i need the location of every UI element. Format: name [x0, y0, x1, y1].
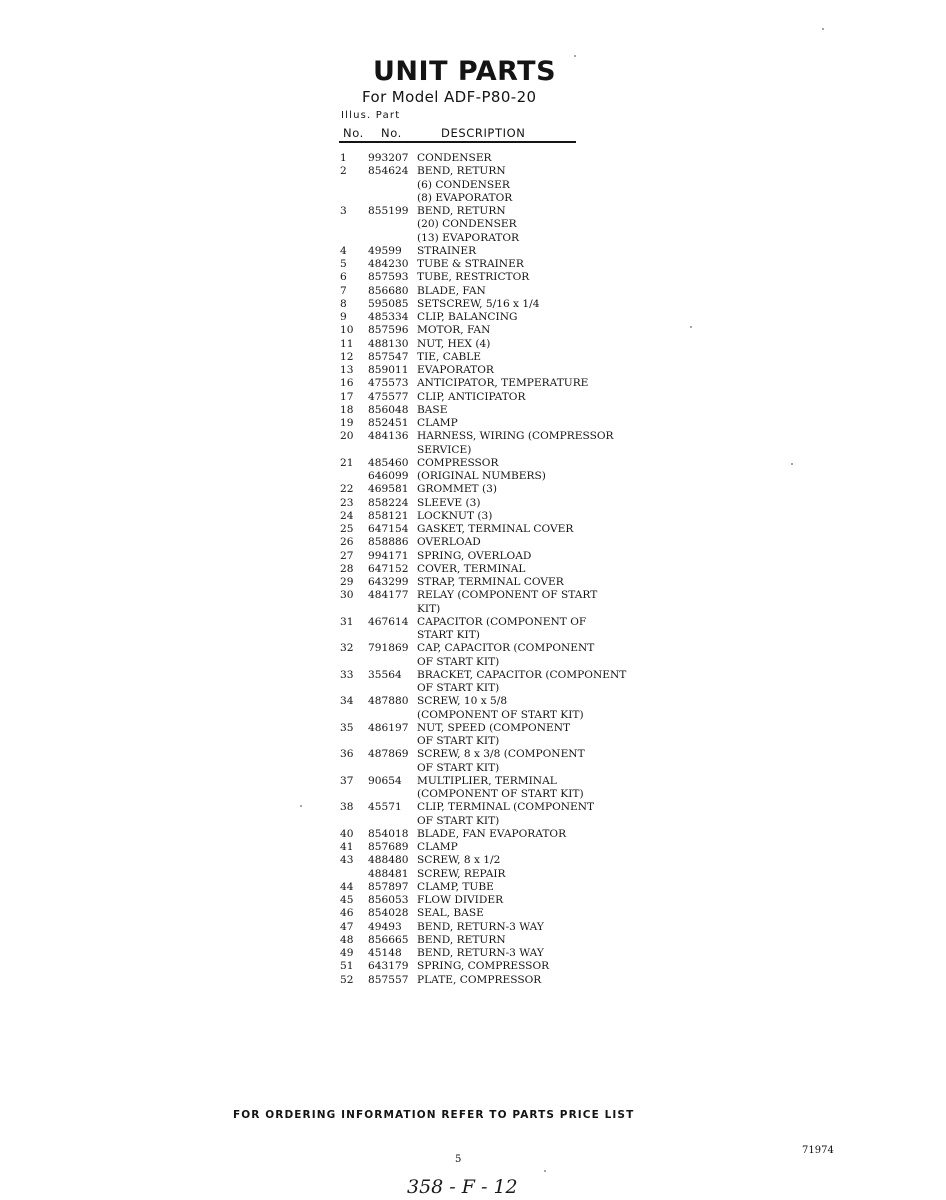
page-number: 5	[455, 1154, 462, 1165]
part-number: 643179	[368, 960, 409, 973]
table-row	[340, 841, 626, 854]
illus-number: 3	[340, 205, 347, 217]
part-number: 854018	[368, 827, 409, 840]
description-line: CLIP, BALANCING	[417, 311, 518, 323]
illus-number: 19	[340, 417, 354, 429]
part-number: 49599	[368, 244, 402, 257]
illus-number: 7	[340, 284, 347, 297]
description-line: CLIP, ANTICIPATOR	[417, 390, 526, 403]
part-description	[417, 589, 597, 616]
part-description	[417, 934, 506, 947]
part-number: 855199	[368, 205, 409, 217]
description-line: GROMMET (3)	[417, 483, 497, 496]
parts-list	[340, 152, 626, 987]
table-row	[340, 947, 626, 960]
description-line: SLEEVE (3)	[417, 496, 481, 509]
part-number: 854624	[368, 165, 409, 178]
illus-number: 51	[340, 960, 354, 973]
document-number: 71974	[802, 1145, 834, 1156]
table-row	[340, 536, 626, 549]
part-number: 647152	[368, 562, 409, 575]
description-line: OF START KIT)	[417, 682, 500, 694]
illus-number: 16	[340, 377, 354, 390]
table-row	[340, 907, 626, 920]
part-description	[417, 907, 484, 920]
illus-number: 49	[340, 947, 354, 959]
illus-number: 31	[340, 615, 354, 628]
description-line: CONDENSER	[417, 152, 492, 164]
description-line: COVER, TERMINAL	[417, 562, 526, 575]
part-description	[417, 377, 588, 390]
table-row	[340, 616, 626, 643]
description-line: SEAL, BASE	[417, 907, 484, 920]
description-line: BEND, RETURN	[417, 933, 506, 946]
table-row	[340, 205, 626, 245]
part-description	[417, 417, 458, 430]
description-line: BLADE, FAN	[417, 284, 486, 297]
illus-number: 36	[340, 748, 354, 761]
part-description	[417, 775, 584, 802]
illus-number: 46	[340, 907, 354, 920]
illus-number: 28	[340, 562, 354, 575]
description-line: BLADE, FAN EVAPORATOR	[417, 827, 567, 840]
part-number: 856665	[368, 933, 409, 946]
table-row	[340, 550, 626, 563]
part-description	[417, 894, 503, 907]
illus-number: 43	[340, 854, 354, 867]
part-description	[417, 854, 500, 867]
illus-number: 52	[340, 973, 354, 986]
illus-number: 10	[340, 324, 354, 337]
part-number: 475577	[368, 390, 409, 403]
table-row	[340, 775, 626, 802]
part-description	[417, 324, 490, 337]
part-number: 487880	[368, 695, 409, 708]
part-number: 487869	[368, 748, 409, 761]
description-line: STRAP, TERMINAL COVER	[417, 576, 564, 588]
ordering-info-note: FOR ORDERING INFORMATION REFER TO PARTS PRICE LIST	[233, 1109, 635, 1121]
description-line: START KIT)	[417, 629, 480, 641]
description-line: SCREW, REPAIR	[417, 867, 506, 880]
part-description	[417, 404, 447, 417]
description-line: FLOW DIVIDER	[417, 894, 504, 906]
part-number: 45571	[368, 801, 402, 814]
illus-number: 2	[340, 165, 347, 178]
part-description	[417, 576, 564, 589]
illus-number: 48	[340, 933, 354, 946]
part-number: 856680	[368, 284, 409, 297]
table-row	[340, 868, 626, 881]
part-description	[417, 642, 594, 669]
illus-number: 4	[340, 244, 347, 257]
part-description	[417, 868, 506, 881]
description-line: SCREW, 8 x 1/2	[417, 854, 501, 867]
part-number: 857897	[368, 880, 409, 893]
description-line: SPRING, OVERLOAD	[417, 549, 532, 562]
table-row	[340, 921, 626, 934]
table-row	[340, 748, 626, 775]
table-row	[340, 351, 626, 364]
table-row	[340, 152, 626, 165]
illus-number: 1	[340, 152, 347, 164]
description-line: (ORIGINAL NUMBERS)	[417, 470, 546, 482]
description-line: KIT)	[417, 602, 441, 615]
part-description	[417, 722, 570, 749]
illus-number: 37	[340, 774, 354, 787]
part-number: 49493	[368, 920, 402, 933]
part-description	[417, 616, 586, 643]
description-line: (13) EVAPORATOR	[417, 231, 520, 244]
part-number: 857596	[368, 324, 409, 337]
table-row	[340, 960, 626, 973]
description-line: NUT, SPEED (COMPONENT	[417, 721, 571, 734]
part-description	[417, 563, 525, 576]
part-description	[417, 841, 458, 854]
part-number: 857557	[368, 973, 409, 986]
part-description	[417, 550, 531, 563]
illus-number: 5	[340, 258, 347, 270]
description-line: SCREW, 8 x 3/8 (COMPONENT	[417, 748, 585, 761]
table-row	[340, 338, 626, 351]
part-description	[417, 881, 494, 894]
part-description	[417, 669, 626, 696]
scan-speck	[544, 1170, 546, 1172]
part-number: 484177	[368, 589, 409, 602]
part-number: 857593	[368, 271, 409, 284]
part-description	[417, 470, 546, 483]
table-row	[340, 298, 626, 311]
part-description	[417, 245, 476, 258]
description-line: MULTIPLIER, TERMINAL	[417, 774, 557, 787]
scan-speck	[822, 28, 824, 30]
description-line: BEND, RETURN-3 WAY	[417, 947, 544, 959]
part-description	[417, 921, 544, 934]
description-line: CLAMP	[417, 841, 458, 853]
description-line: HARNESS, WIRING (COMPRESSOR	[417, 430, 614, 443]
table-row	[340, 258, 626, 271]
description-line: BEND, RETURN	[417, 205, 506, 217]
illus-number: 13	[340, 364, 354, 376]
description-line: CAP, CAPACITOR (COMPONENT	[417, 642, 595, 655]
description-line: CAPACITOR (COMPONENT OF	[417, 615, 587, 628]
table-row	[340, 722, 626, 749]
description-line: EVAPORATOR	[417, 364, 494, 376]
page-title: UNIT PARTS	[373, 56, 557, 87]
description-line: OVERLOAD	[417, 536, 481, 549]
column-header-part-no: No.	[381, 126, 402, 140]
description-line: OF START KIT)	[417, 735, 500, 747]
description-line: SPRING, COMPRESSOR	[417, 960, 550, 973]
table-row	[340, 894, 626, 907]
description-line: TUBE, RESTRICTOR	[417, 271, 530, 284]
part-number: 647154	[368, 523, 409, 535]
table-row	[340, 483, 626, 496]
illus-number: 29	[340, 576, 354, 588]
table-row	[340, 669, 626, 696]
part-number: 993207	[368, 152, 409, 164]
part-number: 485334	[368, 311, 409, 323]
part-description	[417, 947, 544, 960]
table-row	[340, 510, 626, 523]
scan-speck	[690, 326, 692, 328]
table-row	[340, 497, 626, 510]
header-divider	[339, 141, 576, 143]
part-description	[417, 311, 517, 324]
part-number: 486197	[368, 721, 409, 734]
table-row	[340, 285, 626, 298]
description-line: ANTICIPATOR, TEMPERATURE	[417, 377, 589, 390]
illus-number: 24	[340, 509, 354, 522]
part-description	[417, 974, 541, 987]
illus-number: 6	[340, 271, 347, 284]
part-number: 994171	[368, 549, 409, 562]
description-line: SCREW, 10 x 5/8	[417, 695, 508, 708]
part-description	[417, 430, 614, 457]
part-number: 852451	[368, 417, 409, 429]
part-number: 485460	[368, 456, 409, 469]
table-row	[340, 364, 626, 377]
description-line: NUT, HEX (4)	[417, 337, 491, 350]
description-line: CLAMP, TUBE	[417, 880, 494, 893]
part-description	[417, 801, 594, 828]
description-line: RELAY (COMPONENT OF START	[417, 589, 598, 602]
part-description	[417, 351, 481, 364]
part-number: 595085	[368, 297, 409, 310]
handwritten-note-text: 358 - F - 12	[407, 1176, 518, 1198]
illus-number: 12	[340, 350, 354, 363]
illus-number: 41	[340, 841, 354, 853]
illus-number: 30	[340, 589, 354, 602]
illus-number: 23	[340, 496, 354, 509]
illus-number	[340, 470, 368, 483]
part-description	[417, 338, 490, 351]
part-description	[417, 748, 585, 775]
part-number: 858224	[368, 496, 409, 509]
description-line: (6) CONDENSER	[417, 178, 510, 191]
table-row	[340, 854, 626, 867]
description-line: STRAINER	[417, 244, 477, 257]
table-row	[340, 934, 626, 947]
illus-number: 47	[340, 920, 354, 933]
illus-number: 20	[340, 430, 354, 443]
part-number: 484136	[368, 430, 409, 443]
illus-number	[340, 868, 368, 881]
handwritten-note	[405, 1174, 545, 1200]
illus-number: 8	[340, 297, 347, 310]
part-number: 857547	[368, 350, 409, 363]
part-description	[417, 271, 529, 284]
column-header-illus-no: No.	[343, 126, 364, 140]
part-description	[417, 523, 573, 536]
description-line: GASKET, TERMINAL COVER	[417, 523, 574, 535]
scan-speck	[574, 55, 576, 57]
part-description	[417, 695, 584, 722]
table-row	[340, 417, 626, 430]
part-number: 488480	[368, 854, 409, 867]
table-row	[340, 245, 626, 258]
part-description	[417, 205, 519, 245]
description-line: OF START KIT)	[417, 761, 500, 774]
illus-number: 22	[340, 483, 354, 496]
table-row	[340, 881, 626, 894]
part-description	[417, 258, 524, 271]
part-number: 90654	[368, 774, 402, 787]
description-line: BASE	[417, 403, 448, 416]
part-description	[417, 960, 549, 973]
illus-number: 26	[340, 536, 354, 549]
table-row	[340, 801, 626, 828]
part-number: 858121	[368, 509, 409, 522]
description-line: CLIP, TERMINAL (COMPONENT	[417, 801, 595, 814]
illus-number: 44	[340, 880, 354, 893]
description-line: (COMPONENT OF START KIT)	[417, 708, 584, 721]
column-header-description: DESCRIPTION	[441, 126, 526, 140]
table-row	[340, 324, 626, 337]
illus-number: 27	[340, 549, 354, 562]
part-number: 45148	[368, 947, 402, 959]
description-line: CLAMP	[417, 417, 458, 429]
table-row	[340, 589, 626, 616]
part-number: 858886	[368, 536, 409, 549]
part-description	[417, 165, 512, 205]
illus-number: 38	[340, 801, 354, 814]
illus-number: 21	[340, 456, 354, 469]
part-number: 488130	[368, 337, 409, 350]
part-number: 35564	[368, 668, 402, 681]
description-line: OF START KIT)	[417, 814, 500, 827]
illus-number: 40	[340, 827, 354, 840]
illus-part-header: Illus. Part	[341, 110, 401, 121]
table-row	[340, 695, 626, 722]
description-line: (20) CONDENSER	[417, 218, 517, 231]
description-line: LOCKNUT (3)	[417, 509, 493, 522]
description-line: (COMPONENT OF START KIT)	[417, 788, 584, 800]
illus-number: 32	[340, 642, 354, 655]
table-row	[340, 457, 626, 470]
table-row	[340, 404, 626, 417]
part-description	[417, 457, 498, 470]
part-description	[417, 828, 566, 841]
part-description	[417, 285, 486, 298]
description-line: BEND, RETURN-3 WAY	[417, 920, 544, 933]
illus-number: 9	[340, 311, 347, 323]
description-line: BRACKET, CAPACITOR (COMPONENT	[417, 668, 627, 681]
table-row	[340, 165, 626, 205]
part-description	[417, 298, 539, 311]
table-row	[340, 377, 626, 390]
table-row	[340, 311, 626, 324]
description-line: TIE, CABLE	[417, 350, 482, 363]
part-number: 469581	[368, 483, 409, 496]
illus-number: 25	[340, 523, 354, 535]
description-line: TUBE & STRAINER	[417, 258, 524, 270]
part-description	[417, 497, 481, 510]
illus-number: 35	[340, 721, 354, 734]
part-number: 854028	[368, 907, 409, 920]
table-row	[340, 828, 626, 841]
illus-number: 11	[340, 337, 354, 350]
part-description	[417, 152, 492, 165]
illus-number: 33	[340, 668, 354, 681]
illus-number: 45	[340, 894, 354, 906]
part-number: 857689	[368, 841, 409, 853]
table-row	[340, 271, 626, 284]
description-line: SETSCREW, 5/16 x 1/4	[417, 297, 540, 310]
description-line: MOTOR, FAN	[417, 324, 491, 337]
part-description	[417, 483, 497, 496]
part-number: 856048	[368, 403, 409, 416]
part-number: 859011	[368, 364, 409, 376]
part-number: 467614	[368, 615, 409, 628]
table-row	[340, 576, 626, 589]
description-line: OF START KIT)	[417, 655, 500, 668]
table-row	[340, 430, 626, 457]
part-description	[417, 510, 492, 523]
part-number: 643299	[368, 576, 409, 588]
illus-number: 17	[340, 390, 354, 403]
scan-speck	[300, 805, 302, 807]
part-number: 488481	[368, 867, 409, 880]
description-line: COMPRESSOR	[417, 456, 499, 469]
part-number: 646099	[368, 470, 409, 482]
table-row	[340, 563, 626, 576]
table-row	[340, 642, 626, 669]
part-number: 791869	[368, 642, 409, 655]
table-row	[340, 974, 626, 987]
scan-speck	[791, 463, 793, 465]
description-line: PLATE, COMPRESSOR	[417, 973, 542, 986]
part-number: 856053	[368, 894, 409, 906]
model-subtitle: For Model ADF-P80-20	[362, 88, 537, 106]
part-number: 484230	[368, 258, 409, 270]
part-description	[417, 364, 494, 377]
description-line: BEND, RETURN	[417, 165, 506, 178]
table-row	[340, 523, 626, 536]
description-line: (8) EVAPORATOR	[417, 191, 513, 204]
part-description	[417, 391, 525, 404]
description-line: SERVICE)	[417, 443, 472, 456]
illus-number: 34	[340, 695, 354, 708]
illus-number: 18	[340, 403, 354, 416]
table-row	[340, 391, 626, 404]
part-number: 475573	[368, 377, 409, 390]
part-description	[417, 536, 481, 549]
table-row	[340, 470, 626, 483]
